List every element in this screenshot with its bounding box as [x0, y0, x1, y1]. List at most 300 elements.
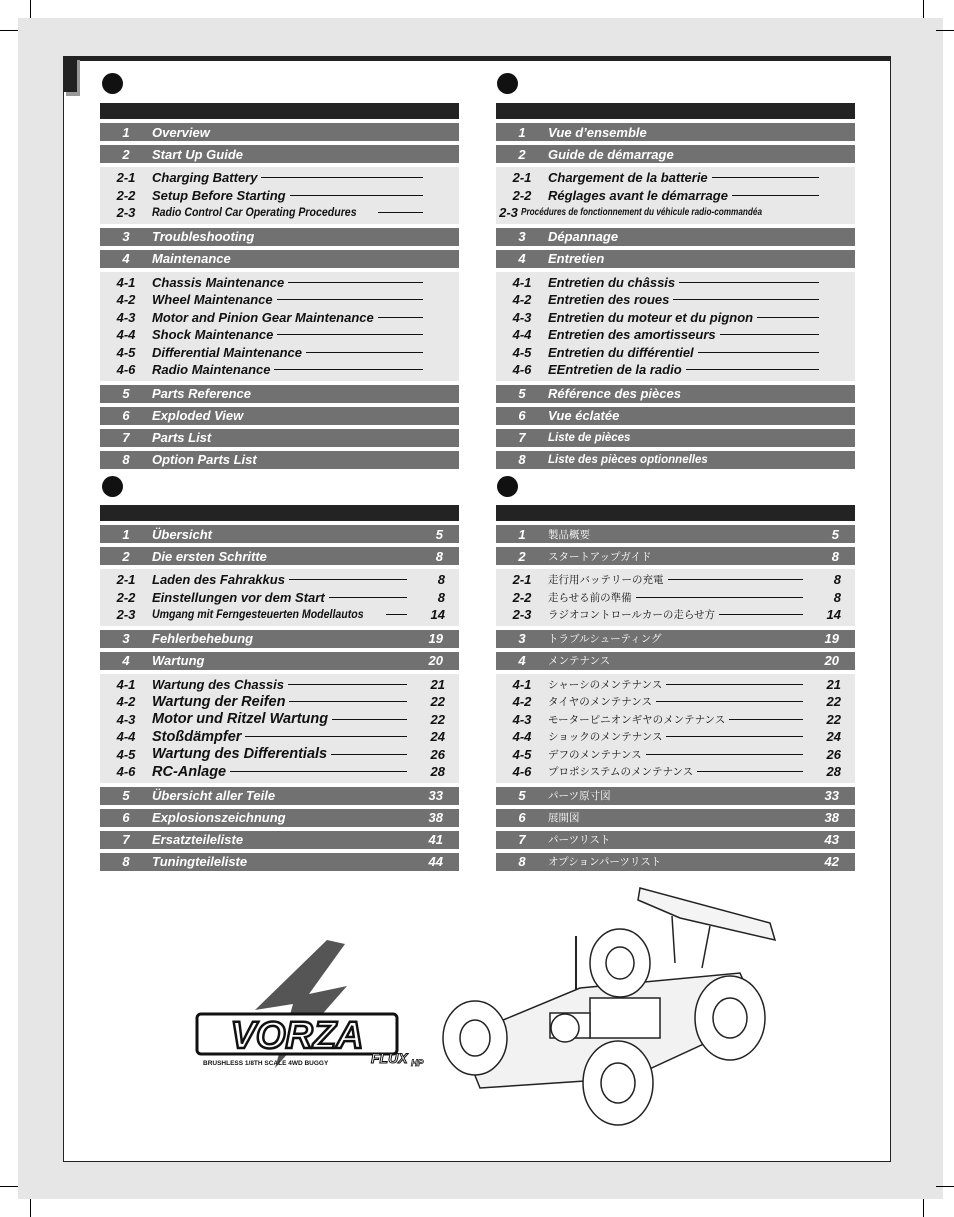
toc-chapter-2[interactable]	[100, 547, 459, 565]
toc-entry-4-2[interactable]	[100, 693, 459, 711]
chapter-number: 2	[122, 146, 130, 162]
toc-subsection-group	[100, 569, 459, 626]
entry-title: Einstellungen vor dem Start	[152, 589, 325, 605]
entry-number: 4-6	[116, 362, 136, 378]
chapter-title: Start Up Guide	[152, 146, 244, 162]
entry-title: EEntretien de la radio	[548, 362, 682, 378]
chapter-number: 1	[122, 124, 130, 140]
leader-line	[289, 579, 407, 580]
chapter-title: Wartung	[152, 653, 205, 668]
entry-title: RC-Anlage	[152, 763, 227, 780]
entry-page: 8	[437, 572, 445, 588]
crop-mark	[936, 30, 954, 31]
logo-wordmark	[197, 1014, 397, 1057]
leader-line	[245, 736, 407, 737]
toc-entry-4-3[interactable]	[496, 711, 855, 729]
logo-model: FLUX	[371, 1050, 408, 1066]
toc-entry-4-6[interactable]	[100, 763, 459, 781]
chapter-title: Übersicht aller Teile	[152, 788, 276, 803]
leader-line	[378, 212, 423, 213]
entry-number: 4-6	[512, 362, 532, 378]
crop-mark	[923, 1199, 924, 1217]
chapter-page: 33	[824, 788, 839, 803]
toc-chapter-4[interactable]	[100, 250, 459, 268]
entry-title: Entretien du moteur et du pignon	[548, 309, 754, 325]
toc-entry-2-2[interactable]	[496, 187, 855, 205]
entry-number: 4-1	[512, 676, 532, 692]
toc-chapter-3[interactable]	[100, 630, 459, 648]
chapter-title: Parts Reference	[152, 386, 251, 401]
entry-title: Procédures de fonctionnement du véhicule radio-commandéa	[521, 207, 763, 219]
leader-line	[656, 701, 803, 702]
chapter-number: 5	[518, 386, 526, 401]
entry-title: Charging Battery	[152, 170, 258, 186]
rear-wing	[638, 888, 775, 940]
toc-subsection-group	[496, 569, 855, 626]
entry-title: Wartung des Differentials	[152, 746, 328, 763]
entry-title: Entretien du différentiel	[548, 344, 694, 360]
toc-entry-4-4[interactable]	[100, 728, 459, 746]
entry-number: 2-1	[116, 572, 136, 588]
chapter-page: 8	[435, 548, 443, 564]
toc-chapter-6[interactable]	[496, 407, 855, 425]
chapter-number: 7	[518, 430, 526, 445]
toc-entry-2-2[interactable]	[100, 187, 459, 205]
entry-number: 4-4	[116, 729, 136, 745]
toc-chapter-5[interactable]	[100, 787, 459, 805]
toc-entry-2-1[interactable]	[496, 169, 855, 187]
entry-page: 22	[826, 694, 841, 710]
chapter-title: Overview	[152, 124, 210, 140]
chapter-number: 5	[122, 788, 130, 803]
toc-chapter-4[interactable]	[100, 652, 459, 670]
entry-number: 2-3	[116, 607, 136, 623]
chapter-number: 8	[518, 452, 526, 467]
entry-page: 14	[826, 607, 841, 623]
entry-number: 4-5	[512, 746, 532, 762]
chapter-page: 8	[831, 548, 839, 564]
entry-number: 4-3	[116, 711, 136, 727]
chapter-page: 42	[824, 854, 839, 869]
toc-entry-2-2[interactable]	[496, 589, 855, 607]
chapter-number: 6	[518, 810, 526, 825]
chapter-title: Exploded View	[152, 408, 244, 423]
entry-number: 4-6	[512, 764, 532, 780]
toc-entry-4-5[interactable]	[496, 344, 855, 362]
language-marker-jp	[497, 476, 518, 497]
crop-mark	[923, 0, 924, 18]
toc-entry-2-3[interactable]	[496, 204, 855, 222]
leader-line	[636, 597, 803, 598]
leader-line	[646, 754, 803, 755]
entry-number: 4-2	[116, 694, 136, 710]
toc-chapter-8[interactable]	[100, 451, 459, 469]
toc-subsection-group	[496, 674, 855, 783]
chapter-number: 3	[122, 229, 130, 244]
chapter-title: Die ersten Schritte	[152, 548, 267, 564]
entry-number: 4-1	[116, 274, 136, 290]
chapter-title: Parts List	[152, 430, 212, 445]
entry-title: Umgang mit Ferngesteuerten Modellautos	[152, 608, 364, 621]
entry-title: プロポシステムのメンテナンス	[548, 766, 694, 779]
entry-number: 2-1	[512, 170, 532, 186]
toc-entry-4-2[interactable]	[100, 291, 459, 309]
leader-line	[331, 754, 407, 755]
entry-page: 22	[430, 694, 445, 710]
chapter-title: トラブルシューティング	[548, 633, 662, 645]
chapter-title: Vue éclatée	[548, 408, 620, 423]
toc-german	[100, 505, 459, 871]
toc-chapter-4[interactable]	[496, 652, 855, 670]
entry-title: Wartung der Reifen	[152, 693, 286, 710]
leader-line	[288, 282, 423, 283]
entry-title: Radio Maintenance	[152, 362, 271, 378]
entry-number: 4-2	[512, 292, 532, 308]
page-tab	[63, 56, 77, 92]
chapter-number: 3	[518, 631, 526, 646]
entry-title: ショックのメンテナンス	[548, 731, 663, 744]
toc-chapter-1[interactable]	[100, 123, 459, 141]
leader-line	[386, 614, 407, 615]
entry-number: 4-5	[116, 344, 136, 360]
chapter-page: 20	[428, 653, 443, 668]
toc-chapter-4[interactable]	[496, 250, 855, 268]
chapter-page: 5	[831, 526, 839, 542]
chapter-number: 4	[518, 251, 526, 266]
chapter-title: Ersatzteileliste	[152, 832, 244, 847]
toc-chapter-3[interactable]	[100, 228, 459, 246]
entry-page: 8	[437, 589, 445, 605]
toc-entry-4-4[interactable]	[100, 326, 459, 344]
logo-suffix: HP	[411, 1058, 424, 1068]
toc-entry-2-1[interactable]	[496, 571, 855, 589]
crop-mark	[936, 1186, 954, 1187]
toc-entry-2-3[interactable]	[496, 606, 855, 624]
chapter-number: 7	[122, 430, 130, 445]
leader-line	[288, 684, 407, 685]
toc-entry-2-3[interactable]	[100, 204, 459, 222]
chapter-title: Entretien	[548, 251, 605, 266]
entry-page: 21	[826, 676, 841, 692]
crop-mark	[0, 30, 18, 31]
chapter-title: Explosionszeichnung	[152, 810, 286, 825]
toc-chapter-7[interactable]	[100, 831, 459, 849]
entry-number: 2-3	[512, 607, 532, 623]
toc-entry-4-2[interactable]	[496, 291, 855, 309]
chapter-number: 5	[518, 788, 526, 803]
language-marker-fr	[497, 73, 518, 94]
chapter-number: 6	[518, 408, 526, 423]
leader-line	[757, 317, 819, 318]
leader-line	[729, 719, 803, 720]
crop-mark	[30, 1199, 31, 1217]
toc-french	[496, 103, 855, 469]
entry-title: モーターピニオンギヤのメンテナンス	[548, 713, 726, 726]
language-marker-de	[102, 476, 123, 497]
entry-title: デフのメンテナンス	[548, 748, 642, 761]
toc-entry-4-5[interactable]	[100, 746, 459, 764]
entry-title: Stoßdämpfer	[152, 728, 242, 745]
chapter-page: 41	[428, 832, 443, 847]
entry-title: 走らせる前の準備	[548, 591, 632, 604]
toc-entry-2-1[interactable]	[100, 169, 459, 187]
toc-subsection-group	[496, 272, 855, 381]
chapter-page: 19	[824, 631, 839, 646]
leader-line	[719, 614, 803, 615]
chapter-title: Option Parts List	[152, 452, 257, 467]
entry-number: 4-3	[116, 309, 136, 325]
entry-title: Radio Control Car Operating Procedures	[152, 206, 357, 219]
entry-title: Motor und Ritzel Wartung	[152, 711, 329, 728]
chapter-title: Übersicht	[152, 526, 212, 542]
entry-number: 2-2	[116, 187, 136, 203]
toc-chapter-6[interactable]	[496, 809, 855, 827]
leader-line	[666, 736, 803, 737]
chapter-title: Référence des pièces	[548, 386, 681, 401]
entry-number: 4-4	[512, 327, 532, 343]
toc-chapter-1[interactable]	[496, 525, 855, 543]
section-header-bar	[100, 103, 459, 119]
chapter-number: 8	[518, 854, 526, 869]
toc-chapter-7[interactable]	[496, 831, 855, 849]
entry-number: 2-3	[116, 205, 136, 221]
entry-number: 2-1	[116, 170, 136, 186]
entry-number: 4-1	[512, 274, 532, 290]
entry-number: 4-1	[116, 676, 136, 692]
toc-japanese	[496, 505, 855, 871]
toc-subsection-group	[100, 167, 459, 224]
toc-chapter-8[interactable]	[100, 853, 459, 871]
chapter-number: 4	[122, 251, 130, 266]
entry-number: 4-3	[512, 309, 532, 325]
toc-chapter-7[interactable]	[496, 429, 855, 447]
chapter-title: メンテナンス	[548, 655, 611, 667]
toc-entry-4-4[interactable]	[496, 326, 855, 344]
toc-entry-4-6[interactable]	[100, 361, 459, 379]
leader-line	[668, 579, 804, 580]
chapter-title: 展開図	[548, 812, 580, 824]
entry-title: シャーシのメンテナンス	[548, 678, 663, 691]
entry-number: 4-2	[116, 292, 136, 308]
entry-title: Entretien des amortisseurs	[548, 327, 716, 343]
toc-entry-4-5[interactable]	[100, 344, 459, 362]
entry-number: 4-3	[512, 711, 532, 727]
chapter-title: Tuningteileliste	[152, 854, 248, 869]
entry-number: 4-4	[116, 327, 136, 343]
entry-page: 21	[430, 676, 445, 692]
entry-title: Laden des Fahrakkus	[152, 572, 285, 588]
leader-line	[329, 597, 407, 598]
leader-line	[306, 352, 423, 353]
toc-entry-2-1[interactable]	[100, 571, 459, 589]
section-header-bar	[496, 103, 855, 119]
chapter-number: 4	[122, 653, 130, 668]
chapter-page: 43	[824, 832, 839, 847]
battery	[590, 998, 660, 1038]
toc-chapter-5[interactable]	[100, 385, 459, 403]
toc-entry-4-1[interactable]	[100, 676, 459, 694]
toc-chapter-1[interactable]	[496, 123, 855, 141]
entry-number: 4-5	[512, 344, 532, 360]
entry-page: 26	[430, 746, 445, 762]
vorza-logo	[195, 940, 425, 1070]
entry-title: Shock Maintenance	[152, 327, 274, 343]
logo-tagline: BRUSHLESS 1/8TH SCALE 4WD BUGGY	[203, 1060, 329, 1067]
entry-title: タイヤのメンテナンス	[548, 696, 652, 709]
chapter-number: 6	[122, 810, 130, 825]
leader-line	[686, 369, 819, 370]
entry-title: Chassis Maintenance	[152, 274, 285, 290]
chapter-title: Maintenance	[152, 251, 231, 266]
toc-chapter-2[interactable]	[496, 547, 855, 565]
chapter-title: Troubleshooting	[152, 229, 255, 244]
chapter-number: 5	[122, 386, 130, 401]
entry-page: 8	[833, 572, 841, 588]
chapter-page: 33	[428, 788, 443, 803]
chapter-title: Guide de démarrage	[548, 146, 674, 162]
entry-page: 28	[430, 764, 445, 780]
leader-line	[673, 299, 819, 300]
toc-entry-4-3[interactable]	[496, 309, 855, 327]
entry-page: 14	[430, 607, 445, 623]
toc-entry-4-6[interactable]	[496, 361, 855, 379]
logo-name: VORZA	[230, 1015, 364, 1057]
entry-number: 2-1	[512, 572, 532, 588]
toc-entry-4-3[interactable]	[100, 711, 459, 729]
chapter-title: パーツ原寸図	[548, 790, 611, 802]
toc-chapter-5[interactable]	[496, 787, 855, 805]
entry-number: 2-2	[512, 589, 532, 605]
chapter-number: 1	[518, 124, 526, 140]
chapter-number: 3	[122, 631, 130, 646]
leader-line	[679, 282, 819, 283]
crop-mark	[0, 1186, 18, 1187]
toc-subsection-group	[496, 167, 855, 224]
entry-title: Setup Before Starting	[152, 187, 286, 203]
toc-chapter-6[interactable]	[100, 809, 459, 827]
toc-chapter-2[interactable]	[496, 145, 855, 163]
toc-chapter-3[interactable]	[496, 228, 855, 246]
chapter-title: オプションパーツリスト	[548, 856, 662, 868]
entry-title: 走行用バッテリーの充電	[548, 574, 664, 587]
language-marker-en	[102, 73, 123, 94]
leader-line	[277, 334, 423, 335]
chapter-number: 1	[518, 526, 526, 542]
toc-entry-4-3[interactable]	[100, 309, 459, 327]
chapter-number: 3	[518, 229, 526, 244]
entry-page: 24	[430, 729, 445, 745]
entry-title: Réglages avant le démarrage	[548, 187, 728, 203]
entry-number: 2-2	[116, 589, 136, 605]
toc-chapter-3[interactable]	[496, 630, 855, 648]
chapter-number: 2	[518, 146, 526, 162]
toc-entry-4-4[interactable]	[496, 728, 855, 746]
entry-number: 4-4	[512, 729, 532, 745]
leader-line	[698, 352, 819, 353]
chapter-title: Liste de pièces	[548, 431, 631, 444]
entry-title: Differential Maintenance	[152, 344, 303, 360]
toc-chapter-6[interactable]	[100, 407, 459, 425]
entry-page: 24	[826, 729, 841, 745]
leader-line	[274, 369, 423, 370]
entry-title: Wartung des Chassis	[152, 676, 284, 692]
toc-chapter-1[interactable]	[100, 525, 459, 543]
chapter-number: 4	[518, 653, 526, 668]
leader-line	[666, 684, 803, 685]
toc-entry-2-2[interactable]	[100, 589, 459, 607]
chapter-title: Vue d’ensemble	[548, 124, 647, 140]
chapter-number: 2	[518, 548, 526, 564]
toc-subsection-group	[100, 674, 459, 783]
toc-chapter-2[interactable]	[100, 145, 459, 163]
toc-entry-4-1[interactable]	[496, 274, 855, 292]
chapter-number: 7	[122, 832, 130, 847]
chapter-number: 8	[122, 452, 130, 467]
leader-line	[230, 771, 407, 772]
toc-entry-4-2[interactable]	[496, 693, 855, 711]
leader-line	[720, 334, 819, 335]
chapter-number: 6	[122, 408, 130, 423]
toc-subsection-group	[100, 272, 459, 381]
entry-title: Entretien du châssis	[548, 274, 676, 290]
leader-line	[277, 299, 423, 300]
toc-chapter-7[interactable]	[100, 429, 459, 447]
entry-page: 22	[430, 711, 445, 727]
toc-entry-4-1[interactable]	[100, 274, 459, 292]
toc-chapter-8[interactable]	[496, 853, 855, 871]
chapter-number: 2	[122, 548, 130, 564]
entry-title: Chargement de la batterie	[548, 170, 708, 186]
entry-number: 2-3	[499, 205, 518, 221]
entry-page: 22	[826, 711, 841, 727]
entry-number: 4-6	[116, 764, 136, 780]
toc-entry-4-6[interactable]	[496, 763, 855, 781]
entry-page: 8	[833, 589, 841, 605]
chapter-page: 44	[428, 854, 443, 869]
chapter-page: 38	[824, 810, 839, 825]
toc-chapter-5[interactable]	[496, 385, 855, 403]
leader-line	[732, 195, 819, 196]
chapter-title: 製品概要	[548, 528, 590, 541]
entry-number: 4-2	[512, 694, 532, 710]
leader-line	[697, 771, 803, 772]
toc-entry-4-5[interactable]	[496, 746, 855, 764]
entry-number: 4-5	[116, 746, 136, 762]
chapter-title: Fehlerbehebung	[152, 631, 254, 646]
chapter-title: Liste des pièces optionnelles	[548, 453, 708, 466]
chapter-number: 8	[122, 854, 130, 869]
crop-mark	[30, 0, 31, 18]
leader-line	[712, 177, 819, 178]
leader-line	[289, 701, 407, 702]
chapter-title: パーツリスト	[548, 834, 611, 846]
chapter-title: Dépannage	[548, 229, 619, 244]
toc-entry-2-3[interactable]	[100, 606, 459, 624]
toc-english	[100, 103, 459, 469]
entry-number: 2-2	[512, 187, 532, 203]
leader-line	[261, 177, 423, 178]
entry-title: Motor and Pinion Gear Maintenance	[152, 309, 374, 325]
entry-page: 26	[826, 746, 841, 762]
section-header-bar	[100, 505, 459, 521]
chapter-title: スタートアップガイド	[548, 550, 652, 563]
toc-entry-4-1[interactable]	[496, 676, 855, 694]
chapter-page: 20	[824, 653, 839, 668]
entry-title: ラジオコントロールカーの走らせ方	[548, 609, 716, 622]
toc-chapter-8[interactable]	[496, 451, 855, 469]
chapter-number: 7	[518, 832, 526, 847]
leader-line	[332, 719, 407, 720]
